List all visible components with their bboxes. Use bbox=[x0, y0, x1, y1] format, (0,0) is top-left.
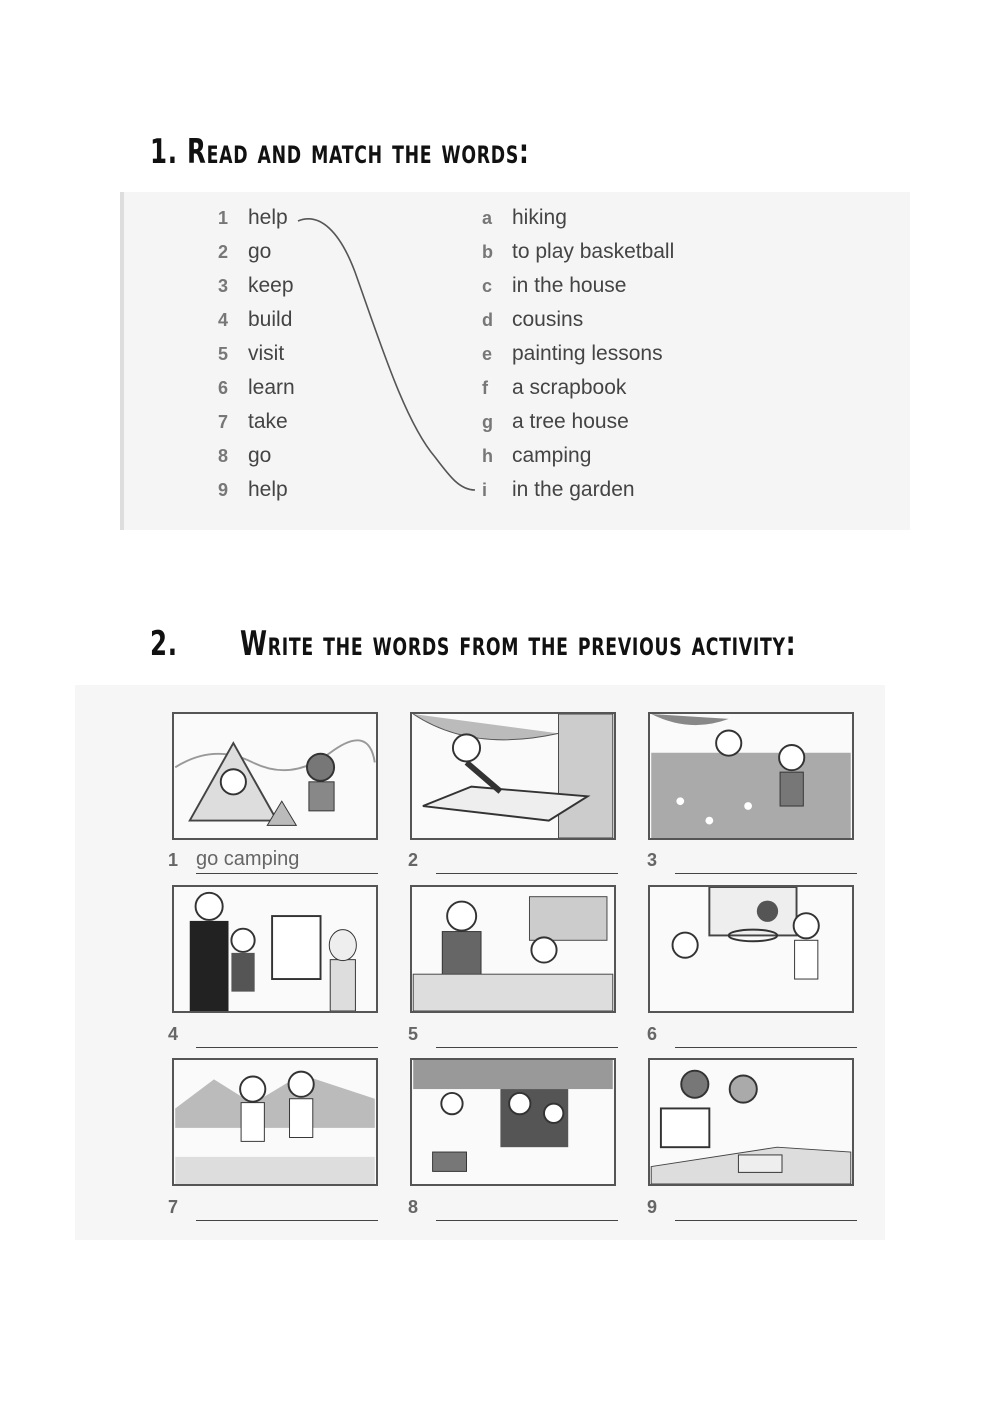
answer-number: 6 bbox=[647, 1024, 658, 1044]
answer-text: go camping bbox=[196, 848, 300, 870]
item-number: 7 bbox=[218, 412, 229, 432]
item-phrase: hiking bbox=[512, 206, 567, 229]
activity2-title bbox=[150, 624, 796, 664]
activity1-title: 1. Read and match the words: bbox=[150, 132, 530, 172]
item-number: 6 bbox=[218, 378, 229, 398]
left-item bbox=[218, 206, 288, 230]
right-item bbox=[482, 206, 567, 230]
answer-8[interactable] bbox=[408, 1195, 618, 1225]
right-item bbox=[482, 410, 629, 434]
right-item bbox=[482, 376, 626, 400]
item-number: 4 bbox=[218, 310, 229, 330]
answer-line bbox=[675, 1220, 857, 1221]
answer-number: 2 bbox=[408, 850, 419, 870]
item-letter: g bbox=[482, 412, 493, 432]
item-phrase: in the garden bbox=[512, 478, 635, 501]
item-phrase: in the house bbox=[512, 274, 627, 297]
answer-line bbox=[196, 1047, 378, 1048]
right-item bbox=[482, 478, 635, 502]
item-phrase: a tree house bbox=[512, 410, 629, 433]
item-word: visit bbox=[248, 342, 285, 365]
item-word: go bbox=[248, 240, 272, 263]
activity2-number: 2. bbox=[150, 624, 178, 664]
left-item bbox=[218, 308, 292, 332]
item-number: 2 bbox=[218, 242, 229, 262]
answer-number: 8 bbox=[408, 1197, 419, 1217]
answer-2[interactable] bbox=[408, 848, 618, 878]
item-number: 8 bbox=[218, 446, 229, 466]
item-letter: i bbox=[482, 480, 488, 500]
item-word: build bbox=[248, 308, 293, 331]
item-word: go bbox=[248, 444, 272, 467]
right-item bbox=[482, 308, 583, 332]
left-item bbox=[218, 410, 288, 434]
kitchen-picture bbox=[410, 885, 616, 1013]
hiking-picture bbox=[172, 1058, 378, 1186]
item-letter: h bbox=[482, 446, 493, 466]
answer-number: 9 bbox=[647, 1197, 658, 1217]
right-item bbox=[482, 274, 626, 298]
camping-picture bbox=[172, 712, 378, 840]
cousins-picture bbox=[410, 1058, 616, 1186]
item-number: 9 bbox=[218, 480, 229, 500]
answer-line bbox=[436, 1220, 618, 1221]
item-word: keep bbox=[248, 274, 294, 297]
answer-1[interactable] bbox=[168, 848, 378, 878]
item-letter: c bbox=[482, 276, 493, 296]
item-number: 1 bbox=[218, 208, 229, 228]
answer-line bbox=[196, 1220, 378, 1221]
item-phrase: to play basketball bbox=[512, 240, 675, 263]
item-letter: a bbox=[482, 208, 493, 228]
left-item bbox=[218, 342, 284, 366]
left-item bbox=[218, 274, 294, 298]
basketball-picture bbox=[648, 885, 854, 1013]
item-number: 5 bbox=[218, 344, 229, 364]
answer-5[interactable] bbox=[408, 1022, 618, 1052]
pictures-panel bbox=[75, 685, 885, 1240]
left-item bbox=[218, 478, 288, 502]
answer-7[interactable] bbox=[168, 1195, 378, 1225]
answer-number: 5 bbox=[408, 1024, 419, 1044]
painting-picture bbox=[172, 885, 378, 1013]
left-item bbox=[218, 376, 295, 400]
tree-house-picture bbox=[410, 712, 616, 840]
item-letter: d bbox=[482, 310, 493, 330]
item-word: take bbox=[248, 410, 288, 433]
answer-number: 4 bbox=[168, 1024, 179, 1044]
right-item bbox=[482, 240, 674, 264]
answer-line bbox=[196, 873, 378, 874]
answer-number: 1 bbox=[168, 850, 179, 870]
left-item bbox=[218, 240, 271, 264]
item-phrase: camping bbox=[512, 444, 592, 467]
item-letter: b bbox=[482, 242, 493, 262]
answer-line bbox=[675, 1047, 857, 1048]
answer-number: 3 bbox=[647, 850, 658, 870]
item-phrase: a scrapbook bbox=[512, 376, 627, 399]
item-letter: e bbox=[482, 344, 493, 364]
answer-3[interactable] bbox=[647, 848, 857, 878]
item-word: help bbox=[248, 478, 288, 501]
answer-line bbox=[436, 1047, 618, 1048]
item-letter: f bbox=[482, 378, 488, 398]
right-item bbox=[482, 444, 591, 468]
item-number: 3 bbox=[218, 276, 229, 296]
answer-line bbox=[436, 873, 618, 874]
answer-number: 7 bbox=[168, 1197, 179, 1217]
scrapbook-picture bbox=[648, 1058, 854, 1186]
item-word: help bbox=[248, 206, 288, 229]
item-phrase: cousins bbox=[512, 308, 584, 331]
activity2-title-text: Write the words from the previous activity: bbox=[240, 624, 797, 664]
answer-6[interactable] bbox=[647, 1022, 857, 1052]
answer-9[interactable] bbox=[647, 1195, 857, 1225]
left-item bbox=[218, 444, 271, 468]
item-phrase: painting lessons bbox=[512, 342, 663, 365]
item-word: learn bbox=[248, 376, 295, 399]
matching-panel bbox=[120, 192, 910, 530]
right-item bbox=[482, 342, 663, 366]
answer-4[interactable] bbox=[168, 1022, 378, 1052]
answer-line bbox=[675, 873, 857, 874]
garden-picture bbox=[648, 712, 854, 840]
